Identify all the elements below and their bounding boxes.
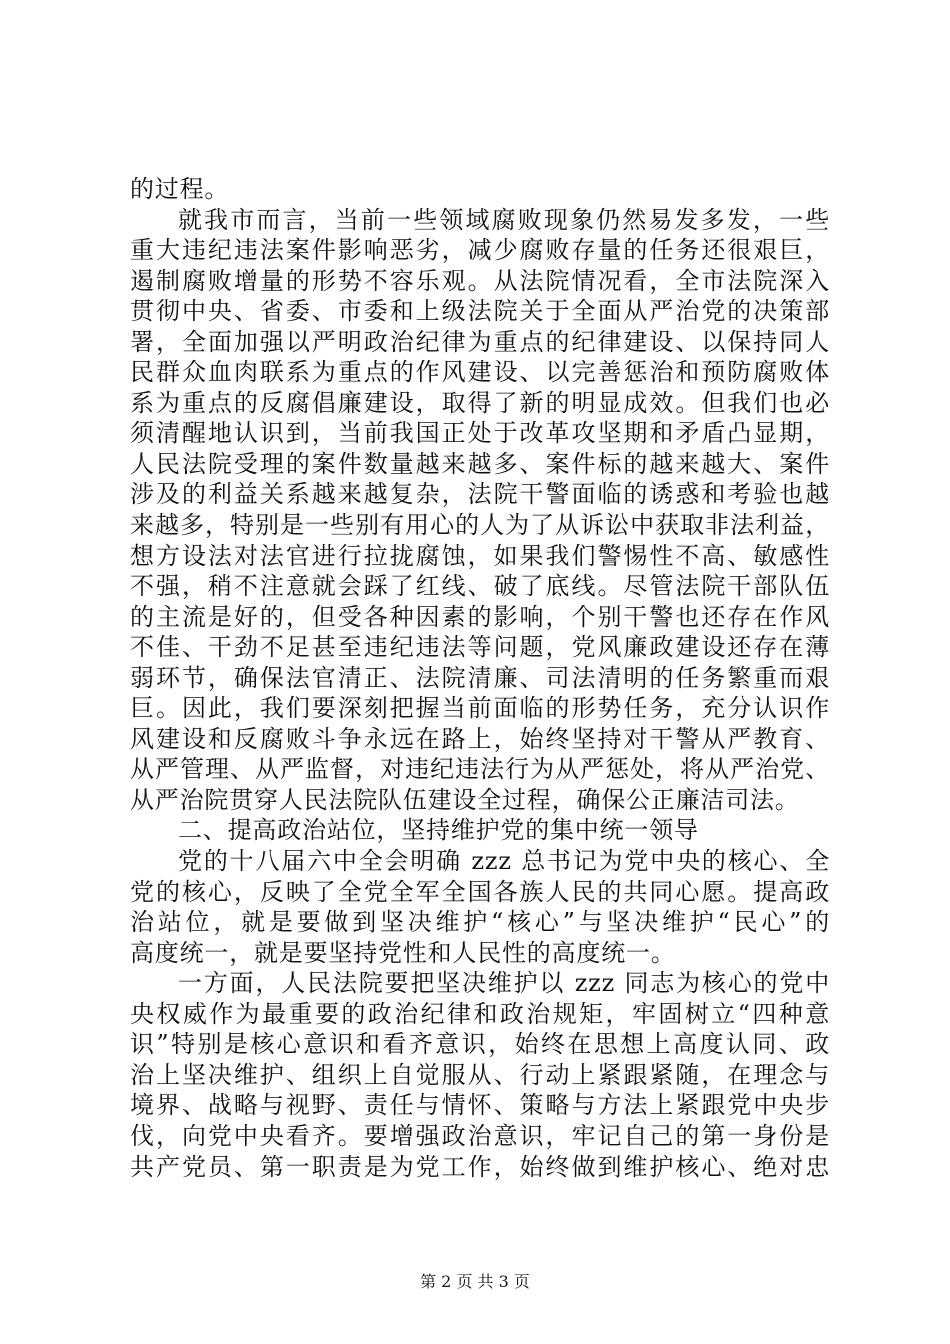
paragraph-start-line: 党的十八届六中全会明确 zzz 总书记为党中央的核心、全 <box>178 847 830 876</box>
text-line: 治站位，就是要做到坚决维护“核心”与坚决维护“民心”的 <box>130 908 830 937</box>
text-line: 人民法院受理的案件数量越来越多、案件标的越来越大、案件 <box>130 449 830 478</box>
text-line: 弱环节，确保法官清正、法院清廉、司法清明的任务繁重而艰 <box>130 663 830 692</box>
text-line: 党的核心，反映了全党全军全国各族人民的共同心愿。提高政 <box>130 877 830 906</box>
text-line: 想方设法对法官进行拉拢腐蚀，如果我们警惕性不高、敏感性 <box>130 541 830 570</box>
text-line: 治上坚决维护、组织上自觉服从、行动上紧跟紧随，在理念与 <box>130 1060 830 1089</box>
text-line: 风建设和反腐败斗争永远在路上，始终坚持对干警从严教育、 <box>130 724 830 753</box>
page-footer <box>0 1272 950 1292</box>
text-line: 涉及的利益关系越来越复杂，法院干警面临的诱惑和考验也越 <box>130 480 830 509</box>
text-line: 遏制腐败增量的形势不容乐观。从法院情况看，全市法院深入 <box>130 266 830 295</box>
body-text <box>130 174 830 1182</box>
text-line: 来越多，特别是一些别有用心的人为了从诉讼中获取非法利益， <box>130 511 830 540</box>
text-line: 共产党员、第一职责是为党工作，始终做到维护核心、绝对忠 <box>130 1152 830 1181</box>
text-line: 不强，稍不注意就会踩了红线、破了底线。尽管法院干部队伍 <box>130 572 830 601</box>
text-line: 识”特别是核心意识和看齐意识，始终在思想上高度认同、政 <box>130 1030 830 1059</box>
text-line: 从严管理、从严监督，对违纪违法行为从严惩处，将从严治党、 <box>130 755 830 784</box>
text-line: 伐，向党中央看齐。要增强政治意识，牢记自己的第一身份是 <box>130 1121 830 1150</box>
paragraph-start-line: 就我市而言，当前一些领域腐败现象仍然易发多发，一些 <box>178 205 830 234</box>
text-line: 的过程。 <box>130 175 230 203</box>
section-heading: 二、提高政治站位，坚持维护党的集中统一领导 <box>178 816 699 845</box>
paragraph-start-line: 一方面，人民法院要把坚决维护以 zzz 同志为核心的党中 <box>178 969 830 998</box>
text-line: 境界、战略与视野、责任与情怀、策略与方法上紧跟党中央步 <box>130 1091 830 1120</box>
text-line: 系为重点的反腐倡廉建设，取得了新的明显成效。但我们也必 <box>130 388 830 417</box>
text-line: 高度统一，就是要坚持党性和人民性的高度统一。 <box>130 938 676 967</box>
text-line: 从严治院贯穿人民法院队伍建设全过程，确保公正廉洁司法。 <box>130 785 800 814</box>
text-line: 巨。因此，我们要深刻把握当前面临的形势任务，充分认识作 <box>130 694 830 723</box>
text-line: 贯彻中央、省委、市委和上级法院关于全面从严治党的决策部 <box>130 297 830 326</box>
text-line: 的主流是好的，但受各种因素的影响，个别干警也还存在作风 <box>130 602 830 631</box>
text-line: 重大违纪违法案件影响恶劣，减少腐败存量的任务还很艰巨， <box>130 236 830 265</box>
text-line: 须清醒地认识到，当前我国正处于改革攻坚期和矛盾凸显期， <box>130 419 830 448</box>
text-line: 民群众血肉联系为重点的作风建设、以完善惩治和预防腐败体 <box>130 358 830 387</box>
page-number: 第 2 页 共 3 页 <box>420 1272 530 1291</box>
text-line: 不佳、干劲不足甚至违纪违法等问题，党风廉政建设还存在薄 <box>130 633 830 662</box>
text-line: 署，全面加强以严明政治纪律为重点的纪律建设、以保持同人 <box>130 327 830 356</box>
text-line: 央权威作为最重要的政治纪律和政治规矩，牢固树立“四种意 <box>130 999 830 1028</box>
